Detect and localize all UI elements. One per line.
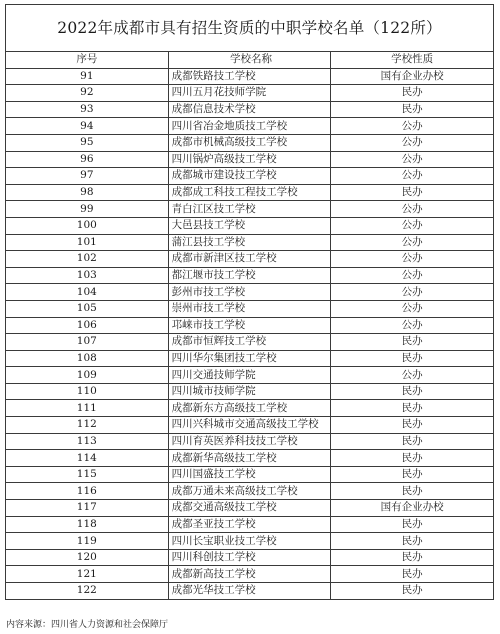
- row-school-type: 国有企业办校: [331, 68, 494, 85]
- row-number: 107: [6, 334, 169, 351]
- row-school-type: 民办: [331, 417, 494, 434]
- row-number: 93: [6, 101, 169, 118]
- row-school-name: 蒲江县技工学校: [168, 234, 331, 251]
- table-row: [6, 400, 494, 417]
- row-number: 112: [6, 417, 169, 434]
- row-school-type: 公办: [331, 300, 494, 317]
- table-row: [6, 217, 494, 234]
- row-school-type: 民办: [331, 184, 494, 201]
- source-note: 内容来源：四川省人力资源和社会保障厅: [6, 620, 169, 630]
- row-school-type: 公办: [331, 284, 494, 301]
- row-number: 115: [6, 466, 169, 483]
- row-school-name: 成都城市建设技工学校: [168, 168, 331, 185]
- row-school-name: 邛崃市技工学校: [168, 317, 331, 334]
- row-school-type: 民办: [331, 516, 494, 533]
- row-school-name: 四川育英医养科技技工学校: [168, 433, 331, 450]
- table-row: [6, 549, 494, 566]
- row-school-type: 公办: [331, 168, 494, 185]
- row-school-name: 成都万通未来高级技工学校: [168, 483, 331, 500]
- table-row: [6, 101, 494, 118]
- row-number: 99: [6, 201, 169, 218]
- row-school-name: 四川兴科城市交通高级技工学校: [168, 417, 331, 434]
- row-number: 110: [6, 383, 169, 400]
- row-number: 97: [6, 168, 169, 185]
- row-number: 98: [6, 184, 169, 201]
- row-number: 122: [6, 583, 169, 600]
- table-row: [6, 450, 494, 467]
- title-row: [6, 5, 494, 52]
- row-school-name: 成都成工科技工程技工学校: [168, 184, 331, 201]
- row-school-type: 公办: [331, 367, 494, 384]
- row-number: 101: [6, 234, 169, 251]
- row-school-type: 民办: [331, 566, 494, 583]
- row-school-name: 四川五月花技师学院: [168, 85, 331, 102]
- table-row: [6, 533, 494, 550]
- row-school-type: 公办: [331, 234, 494, 251]
- row-school-name: 四川科创技工学校: [168, 549, 331, 566]
- row-school-type: 公办: [331, 217, 494, 234]
- table-row: [6, 367, 494, 384]
- school-list-table: [5, 4, 494, 600]
- row-school-name: 成都新高技工学校: [168, 566, 331, 583]
- table-row: [6, 483, 494, 500]
- table-row: [6, 134, 494, 151]
- row-school-type: 公办: [331, 251, 494, 268]
- row-school-type: 民办: [331, 383, 494, 400]
- table-body: [6, 68, 494, 599]
- row-number: 94: [6, 118, 169, 135]
- row-number: 103: [6, 267, 169, 284]
- row-school-name: 成都市机械高级技工学校: [168, 134, 331, 151]
- row-school-type: 民办: [331, 583, 494, 600]
- row-school-name: 四川城市技师学院: [168, 383, 331, 400]
- row-number: 91: [6, 68, 169, 85]
- header-row: [6, 52, 494, 69]
- table-row: [6, 583, 494, 600]
- row-school-type: 民办: [331, 85, 494, 102]
- table-row: [6, 300, 494, 317]
- table-row: [6, 334, 494, 351]
- row-number: 102: [6, 251, 169, 268]
- table-row: [6, 317, 494, 334]
- document-title: 2022年成都市具有招生资质的中职学校名单（122所）: [6, 5, 494, 52]
- row-school-name: 成都新东方高级技工学校: [168, 400, 331, 417]
- row-number: 109: [6, 367, 169, 384]
- row-school-type: 民办: [331, 450, 494, 467]
- row-number: 117: [6, 500, 169, 517]
- table-row: [6, 466, 494, 483]
- table-row: [6, 251, 494, 268]
- table-row: [6, 433, 494, 450]
- table-row: [6, 267, 494, 284]
- row-school-type: 民办: [331, 433, 494, 450]
- row-number: 118: [6, 516, 169, 533]
- row-school-name: 成都光华技工学校: [168, 583, 331, 600]
- row-school-name: 四川锅炉高级技工学校: [168, 151, 331, 168]
- table-row: [6, 168, 494, 185]
- row-number: 111: [6, 400, 169, 417]
- table-row: [6, 201, 494, 218]
- row-number: 95: [6, 134, 169, 151]
- row-number: 108: [6, 350, 169, 367]
- row-number: 114: [6, 450, 169, 467]
- row-number: 104: [6, 284, 169, 301]
- table-row: [6, 85, 494, 102]
- row-number: 121: [6, 566, 169, 583]
- row-school-type: 公办: [331, 118, 494, 135]
- row-school-type: 民办: [331, 350, 494, 367]
- table-row: [6, 68, 494, 85]
- table-row: [6, 350, 494, 367]
- row-school-name: 彭州市技工学校: [168, 284, 331, 301]
- row-school-name: 四川省冶金地质技工学校: [168, 118, 331, 135]
- row-school-name: 成都市恒辉技工学校: [168, 334, 331, 351]
- table-row: [6, 500, 494, 517]
- row-school-name: 四川交通技师学院: [168, 367, 331, 384]
- table-row: [6, 284, 494, 301]
- row-school-type: 民办: [331, 334, 494, 351]
- row-school-type: 民办: [331, 483, 494, 500]
- row-school-name: 成都铁路技工学校: [168, 68, 331, 85]
- row-school-type: 公办: [331, 134, 494, 151]
- row-number: 120: [6, 549, 169, 566]
- row-school-type: 国有企业办校: [331, 500, 494, 517]
- row-school-type: 公办: [331, 201, 494, 218]
- row-school-name: 成都圣亚技工学校: [168, 516, 331, 533]
- row-school-name: 成都交通高级技工学校: [168, 500, 331, 517]
- row-school-type: 民办: [331, 400, 494, 417]
- table-row: [6, 383, 494, 400]
- table-row: [6, 184, 494, 201]
- row-school-name: 成都市新津区技工学校: [168, 251, 331, 268]
- row-school-type: 民办: [331, 466, 494, 483]
- row-school-type: 民办: [331, 533, 494, 550]
- row-school-name: 都江堰市技工学校: [168, 267, 331, 284]
- row-number: 113: [6, 433, 169, 450]
- row-school-type: 民办: [331, 101, 494, 118]
- table-row: [6, 234, 494, 251]
- row-school-name: 四川华尔集团技工学校: [168, 350, 331, 367]
- row-school-type: 公办: [331, 317, 494, 334]
- table-row: [6, 151, 494, 168]
- row-number: 92: [6, 85, 169, 102]
- header-number: 序号: [6, 52, 169, 69]
- row-school-type: 公办: [331, 267, 494, 284]
- header-name: 学校名称: [168, 52, 331, 69]
- row-school-name: 成都信息技术学校: [168, 101, 331, 118]
- row-school-name: 四川国盛技工学校: [168, 466, 331, 483]
- row-number: 100: [6, 217, 169, 234]
- table-row: [6, 516, 494, 533]
- table-row: [6, 566, 494, 583]
- table-row: [6, 118, 494, 135]
- row-school-type: 公办: [331, 151, 494, 168]
- row-number: 105: [6, 300, 169, 317]
- header-type: 学校性质: [331, 52, 494, 69]
- table-row: [6, 417, 494, 434]
- row-number: 96: [6, 151, 169, 168]
- row-school-name: 大邑县技工学校: [168, 217, 331, 234]
- row-number: 119: [6, 533, 169, 550]
- row-school-name: 青白江区技工学校: [168, 201, 331, 218]
- row-number: 106: [6, 317, 169, 334]
- row-school-name: 成都新华高级技工学校: [168, 450, 331, 467]
- row-number: 116: [6, 483, 169, 500]
- row-school-name: 崇州市技工学校: [168, 300, 331, 317]
- row-school-type: 民办: [331, 549, 494, 566]
- row-school-name: 四川长宝职业技工学校: [168, 533, 331, 550]
